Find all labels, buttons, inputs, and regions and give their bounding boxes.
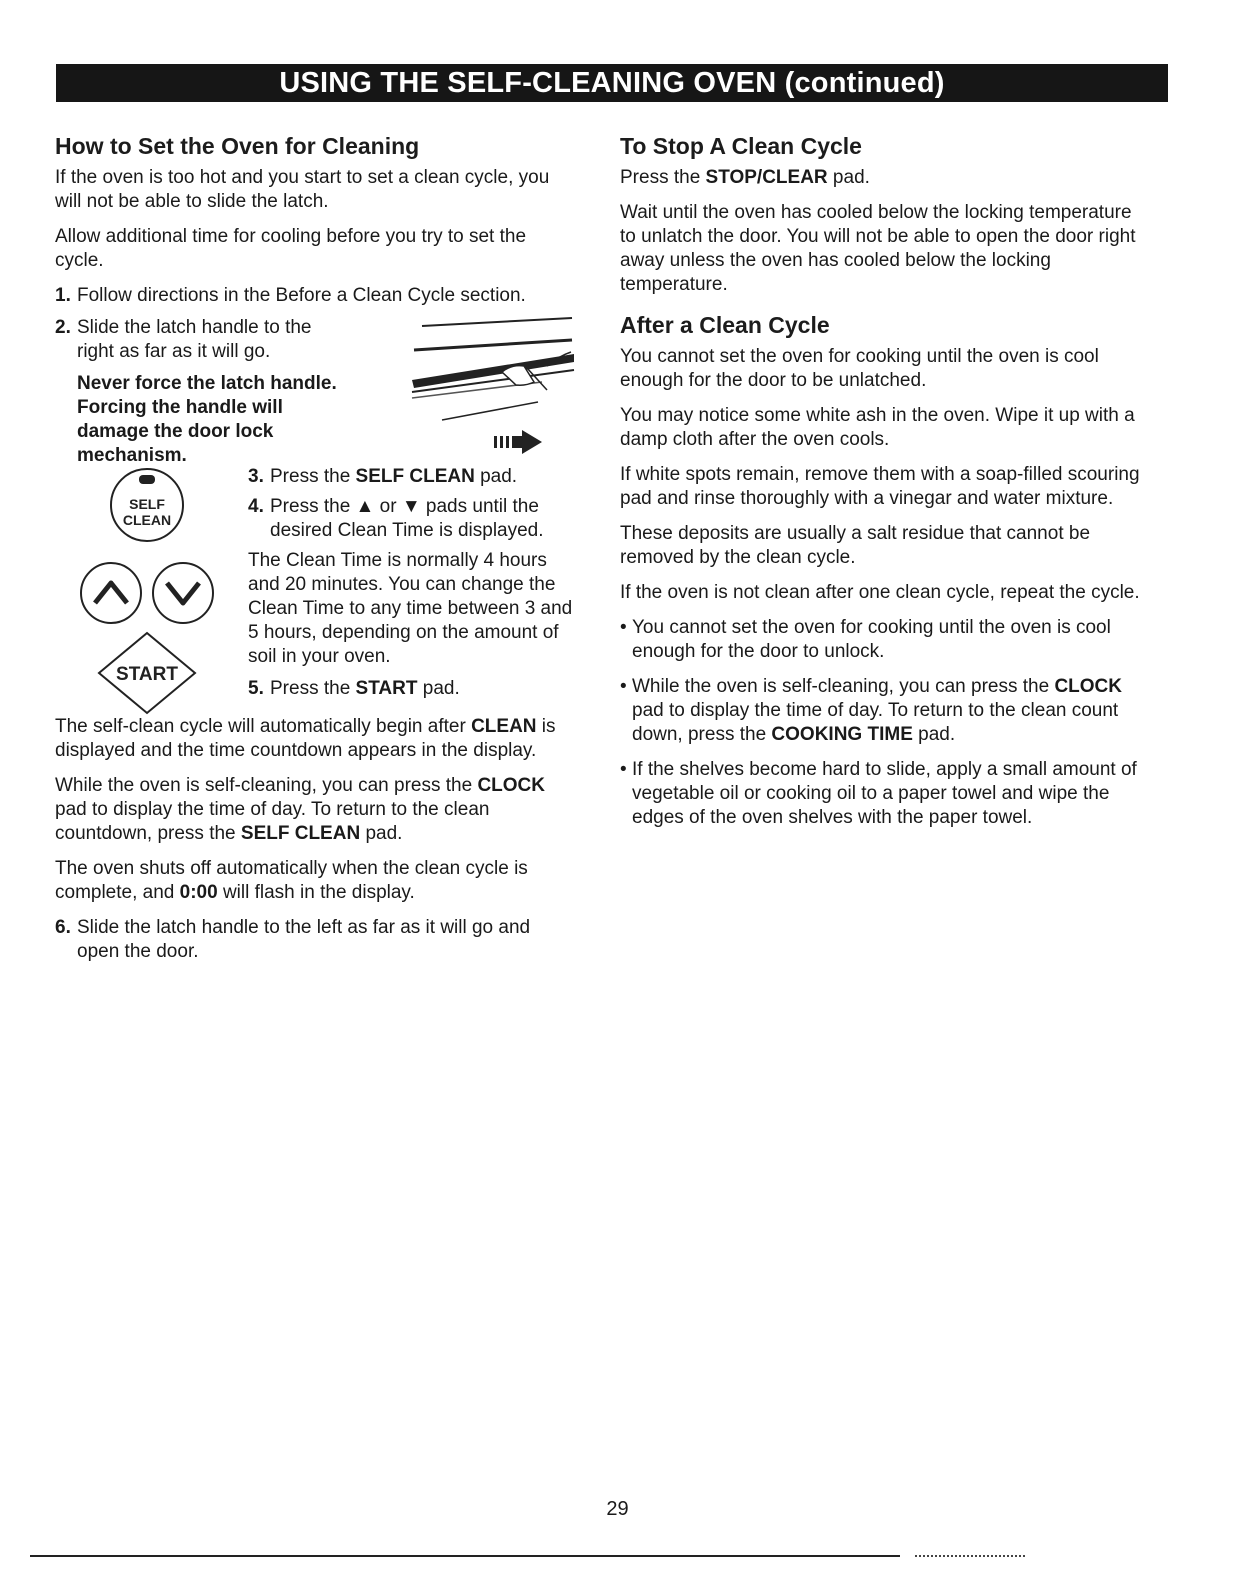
control-pads-block bbox=[55, 465, 575, 715]
step-5-number: 5. bbox=[248, 678, 264, 699]
step-3-text-post: pad. bbox=[474, 466, 518, 487]
footer-rule bbox=[30, 1555, 900, 1557]
left-column bbox=[55, 132, 575, 972]
step-4-text-mid: or bbox=[374, 496, 402, 517]
step-6 bbox=[55, 916, 575, 964]
after-paragraph-3: If white spots remain, remove them with a soap-filled scouring pad and rinse thoroughly with a vinegar and water mixture. bbox=[620, 464, 1140, 509]
latch-step-block bbox=[55, 316, 575, 466]
page-number: 29 bbox=[606, 1498, 629, 1520]
after-paragraph-2: You may notice some white ash in the oven. Wipe it up with a damp cloth after the oven cools. bbox=[620, 405, 1135, 450]
step-2-text: Slide the latch handle to the right as far as it will go. bbox=[77, 317, 312, 362]
step-3 bbox=[248, 465, 578, 489]
step-5-text-post: pad. bbox=[417, 678, 460, 699]
step-3-pad-name: SELF CLEAN bbox=[355, 466, 475, 487]
after-cycle-heading: After a Clean Cycle bbox=[620, 312, 830, 338]
step-6-text: Slide the latch handle to the left as far as it will go and open the door. bbox=[77, 917, 531, 962]
step-4-number: 4. bbox=[248, 496, 264, 517]
intro-paragraph-2: Allow additional time for cooling before you try to set the cycle. bbox=[55, 226, 527, 271]
down-arrow-pad-icon bbox=[153, 563, 213, 623]
bullet-item bbox=[620, 616, 1140, 664]
step-2 bbox=[55, 316, 345, 468]
step-3-text-pre: Press the bbox=[270, 466, 356, 487]
stop-instruction: Press the STOP/CLEAR pad. bbox=[620, 167, 870, 188]
self-clean-pad-icon bbox=[111, 469, 183, 541]
latch-handle-illustration bbox=[352, 310, 577, 460]
svg-text:START: START bbox=[116, 664, 178, 685]
step-1-number: 1. bbox=[55, 285, 71, 306]
step-1-text: Follow directions in the Before a Clean Cycle section. bbox=[77, 285, 526, 306]
bullet-dot: • bbox=[620, 676, 627, 697]
step-5-text-pre: Press the bbox=[270, 678, 356, 699]
auto-begin-paragraph: The self-clean cycle will automatically begin after CLEAN is displayed and the time countdown appears in the display. bbox=[55, 716, 556, 761]
up-triangle-icon: ▲ bbox=[355, 496, 375, 517]
step-2-number: 2. bbox=[55, 317, 71, 338]
step-4-text-pre: Press the bbox=[270, 496, 356, 517]
shutoff-paragraph: The oven shuts off automatically when the clean cycle is complete, and 0:00 will flash in the display. bbox=[55, 858, 528, 903]
set-cleaning-heading: How to Set the Oven for Cleaning bbox=[55, 133, 420, 159]
step-5-pad-name: START bbox=[355, 678, 418, 699]
bullet-3-text: If the shelves become hard to slide, apply a small amount of vegetable oil or cooking oil to a paper towel and wipe the edges of the oven shelves with the paper towel. bbox=[632, 759, 1137, 828]
control-pads-illustration bbox=[75, 465, 225, 715]
step-1 bbox=[55, 284, 575, 308]
after-paragraph-1: You cannot set the oven for cooking until the oven is cool enough for the door to be unlatched. bbox=[620, 346, 1099, 391]
arrow-right-icon bbox=[494, 430, 542, 454]
after-paragraph-4: These deposits are usually a salt residue that cannot be removed by the clean cycle. bbox=[620, 523, 1091, 568]
pad-steps bbox=[248, 465, 578, 707]
down-triangle-icon: ▼ bbox=[401, 496, 421, 517]
svg-text:SELF: SELF bbox=[129, 496, 165, 512]
clean-time-note: The Clean Time is normally 4 hours and 20 minutes. You can change the Clean Time to any time between 3 and 5 hours, depending on the amount of soil in your oven. bbox=[248, 550, 573, 667]
step-6-number: 6. bbox=[55, 917, 71, 938]
latch-warning: Never force the latch handle. Forcing the handle will damage the door lock mechanism. bbox=[77, 373, 337, 466]
clock-paragraph: While the oven is self-cleaning, you can press the CLOCK pad to display the time of day. To return to the clean countdown, press the SELF CLEAN pad. bbox=[55, 775, 546, 844]
up-arrow-pad-icon bbox=[81, 563, 141, 623]
intro-paragraph-1: If the oven is too hot and you start to set a clean cycle, you will not be able to slide the latch. bbox=[55, 167, 550, 212]
step-5 bbox=[248, 677, 578, 701]
svg-text:CLEAN: CLEAN bbox=[122, 512, 172, 528]
bullet-item: • While the oven is self-cleaning, you can press the CLOCK pad to display the time of day. To return to the clean count down, press the COOKING TIME pad. bbox=[620, 676, 1123, 745]
after-paragraph-5: If the oven is not clean after one clean cycle, repeat the cycle. bbox=[620, 582, 1140, 603]
step-4-text-post: pads until the desired Clean Time is displayed. bbox=[270, 496, 544, 541]
step-4 bbox=[248, 495, 578, 543]
bullet-dot: • bbox=[620, 759, 627, 780]
footer-rule-dotted bbox=[915, 1555, 1025, 1558]
bullet-1-text: You cannot set the oven for cooking until the oven is cool enough for the door to unlock. bbox=[632, 617, 1111, 662]
step-3-number: 3. bbox=[248, 466, 264, 487]
stop-paragraph: Wait until the oven has cooled below the locking temperature to unlatch the door. You will not be able to open the door right away unless the oven has cooled below the locking temperature. bbox=[620, 202, 1136, 295]
right-column bbox=[620, 132, 1140, 841]
stop-cycle-heading: To Stop A Clean Cycle bbox=[620, 133, 862, 159]
page-banner: USING THE SELF-CLEANING OVEN (continued) bbox=[56, 64, 1168, 102]
bullet-item bbox=[620, 758, 1140, 830]
bullet-dot: • bbox=[620, 617, 627, 638]
start-pad-icon bbox=[99, 633, 195, 713]
